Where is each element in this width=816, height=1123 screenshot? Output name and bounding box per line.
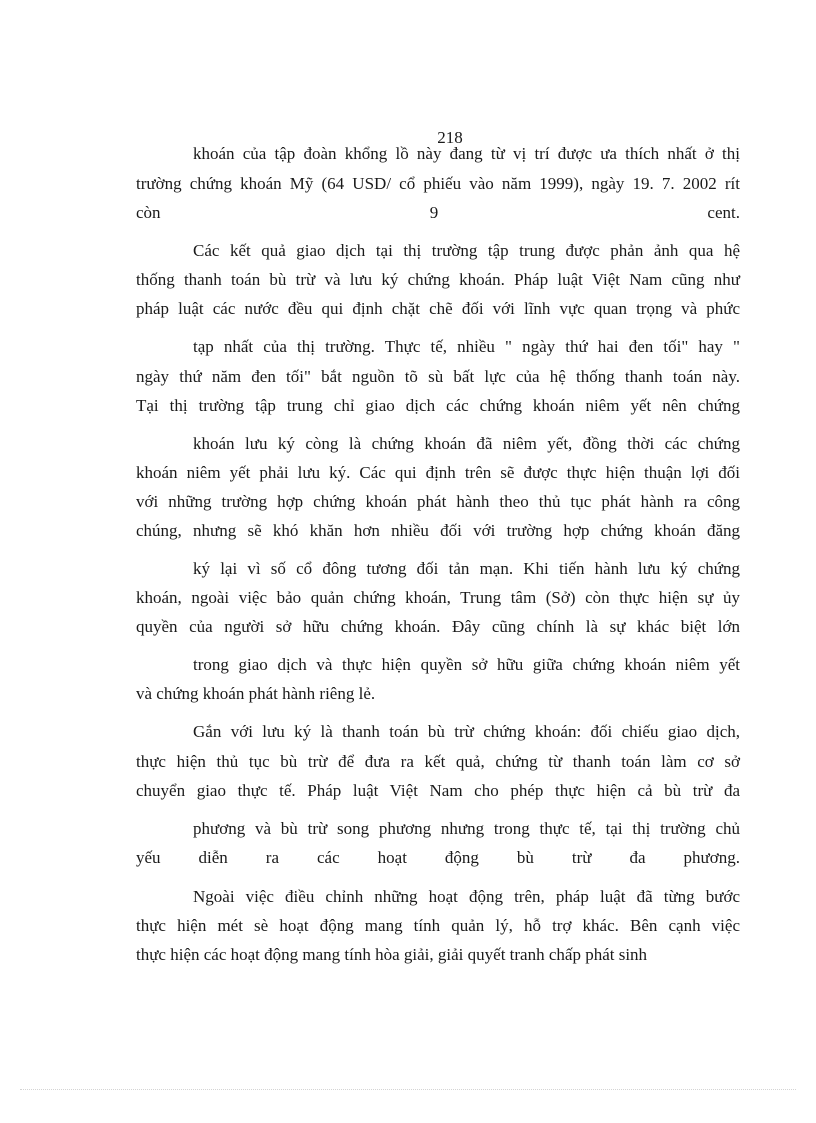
text-line: yếu diễn ra các hoạt động bù trừ đa phương. (136, 848, 740, 867)
text-line: khoán của tập đoàn khổng lồ này đang từ vị trí được ưa thích nhất ở thị (193, 144, 740, 163)
text-line: Ngoài việc điều chỉnh những hoạt động trên, pháp luật đã từng bước (193, 887, 740, 906)
text-line: khoán niêm yết phải lưu ký. Các qui định trên sẽ được thực hiện thuận lợi đối (136, 463, 740, 482)
text-line: chúng, nhưng sẽ khó khăn hơn nhiều đối với trường hợp chứng khoán đăng (136, 521, 740, 540)
text-line: tạp nhất của thị trường. Thực tế, nhiều " ngày thứ hai đen tối" hay " (193, 337, 740, 356)
text-line: Gắn với lưu ký là thanh toán bù trừ chứng khoán: đối chiếu giao dịch, (193, 722, 740, 741)
text-line: Tại thị trường tập trung chỉ giao dịch các chứng khoán niêm yết nên chứng (136, 396, 740, 415)
text-line: thống thanh toán bù trừ và lưu ký chứng khoán. Pháp luật Việt Nam cũng như (136, 270, 740, 289)
text-line: khoán lưu ký còng là chứng khoán đã niêm yết, đồng thời các chứng (193, 434, 740, 453)
text-line: chuyển giao thực tế. Pháp luật Việt Nam cho phép thực hiện cả bù trừ đa (136, 781, 740, 800)
text-line: phương và bù trừ song phương nhưng trong thực tế, tại thị trường chủ (193, 819, 740, 838)
text-line: Các kết quả giao dịch tại thị trường tập trung được phản ảnh qua hệ (193, 241, 740, 260)
text-line: khoán, ngoài việc bảo quản chứng khoán, Trung tâm (Sở) còn thực hiện sự ủy (136, 588, 740, 607)
text-line: thực hiện các hoạt động mang tính hòa giải, giải quyết tranh chấp phát sinh (136, 945, 648, 964)
page-number: 218 (437, 128, 463, 147)
text-line: ngày thứ năm đen tối" bắt nguồn tõ sù bất lực của hệ thống thanh toán này. (136, 367, 740, 386)
text-line: còn 9 cent. (136, 203, 740, 222)
text-line: và chứng khoán phát hành riêng lẻ. (136, 684, 376, 703)
text-line: ký lại vì số cổ đông tương đối tản mạn. Khi tiến hành lưu ký chứng (193, 559, 740, 578)
text-line: thực hiện thủ tục bù trừ để đưa ra kết quả, chứng từ thanh toán làm cơ sở (136, 752, 740, 771)
text-line: thực hiện mét sè hoạt động mang tính quản lý, hỗ trợ khác. Bên cạnh việc (136, 916, 740, 935)
text-line: quyền của người sở hữu chứng khoán. Đây cũng chính là sự khác biệt lớn (136, 617, 740, 636)
text-line: pháp luật các nước đều qui định chặt chẽ đối với lĩnh vực quan trọng và phức (136, 299, 740, 318)
page-bottom-rule (20, 1089, 796, 1090)
text-line: trong giao dịch và thực hiện quyền sở hữu giữa chứng khoán niêm yết (193, 655, 740, 674)
text-line: với những trường hợp chứng khoán phát hành theo thủ tục phát hành ra công (136, 492, 740, 511)
text-line: trường chứng khoán Mỹ (64 USD/ cổ phiếu vào năm 1999), ngày 19. 7. 2002 rít (136, 174, 740, 193)
